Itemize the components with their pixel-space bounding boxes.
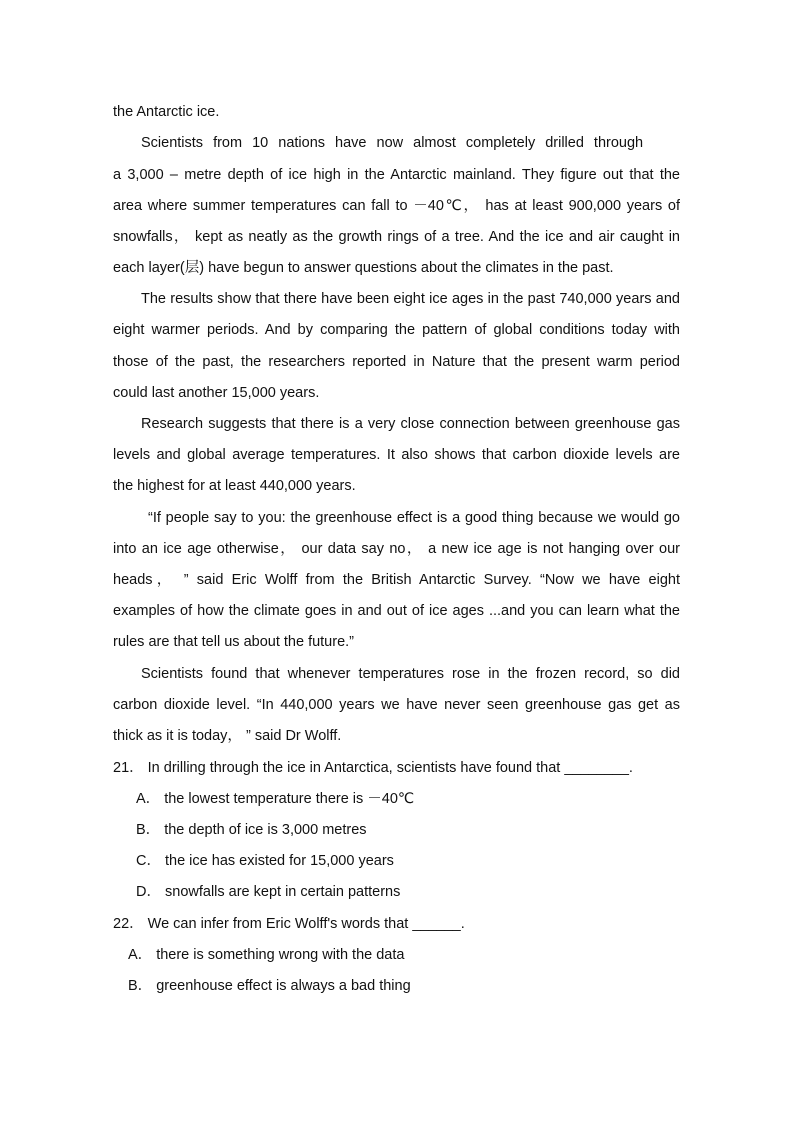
passage-line: into an ice age otherwise， our data say no， a new ice age is not hanging over our: [113, 541, 680, 557]
question-22-stem: 22． We can infer from Eric Wolff's words that ______.: [113, 916, 465, 932]
passage-line: could last another 15,000 years.: [113, 385, 320, 401]
passage-line: Scientists from 10 nations have now almost completely drilled through: [141, 135, 644, 151]
passage-line: Scientists found that whenever temperatures rose in the frozen record, so did: [141, 666, 680, 682]
passage-line: “If people say to you: the greenhouse effect is a good thing because we would go: [148, 510, 680, 526]
passage-line: examples of how the climate goes in and out of ice ages ...and you can learn what the: [113, 603, 680, 619]
question-21-option-d: D． snowfalls are kept in certain patterns: [136, 884, 401, 900]
passage-line: those of the past, the researchers reported in Nature that the present warm period: [113, 354, 680, 370]
passage-line: snowfalls， kept as neatly as the growth rings of a tree. And the ice and air caught in: [113, 229, 680, 245]
question-21-option-c: C． the ice has existed for 15,000 years: [136, 853, 394, 869]
passage-line: levels and global average temperatures. It also shows that carbon dioxide levels are: [113, 447, 680, 463]
question-21-stem: 21． In drilling through the ice in Antarctica, scientists have found that ________.: [113, 760, 633, 776]
passage-line: carbon dioxide level. “In 440,000 years we have never seen greenhouse gas get as: [113, 697, 680, 713]
question-22-option-b: B． greenhouse effect is always a bad thing: [128, 978, 411, 994]
passage-line: rules are that tell us about the future.”: [113, 634, 354, 650]
passage-line: the highest for at least 440,000 years.: [113, 478, 356, 494]
passage-line: each layer(层) have begun to answer questions about the climates in the past.: [113, 260, 614, 276]
passage-line: the Antarctic ice.: [113, 104, 220, 120]
passage-line: eight warmer periods. And by comparing the pattern of global conditions today with: [113, 322, 680, 338]
passage-line: heads， ” said Eric Wolff from the British Antarctic Survey. “Now we have eight: [113, 572, 680, 588]
passage-line: area where summer temperatures can fall to －40℃， has at least 900,000 years of: [113, 198, 680, 214]
passage-line: a 3,000 – metre depth of ice high in the Antarctic mainland. They figure out that the: [113, 167, 680, 183]
passage-line: thick as it is today， ” said Dr Wolff.: [113, 728, 342, 744]
question-21-option-a: A． the lowest temperature there is －40℃: [136, 791, 415, 807]
question-21-option-b: B． the depth of ice is 3,000 metres: [136, 822, 367, 838]
passage-line: Research suggests that there is a very close connection between greenhouse gas: [141, 416, 680, 432]
question-22-option-a: A． there is something wrong with the data: [128, 947, 405, 963]
passage-line: The results show that there have been eight ice ages in the past 740,000 years and: [141, 291, 680, 307]
